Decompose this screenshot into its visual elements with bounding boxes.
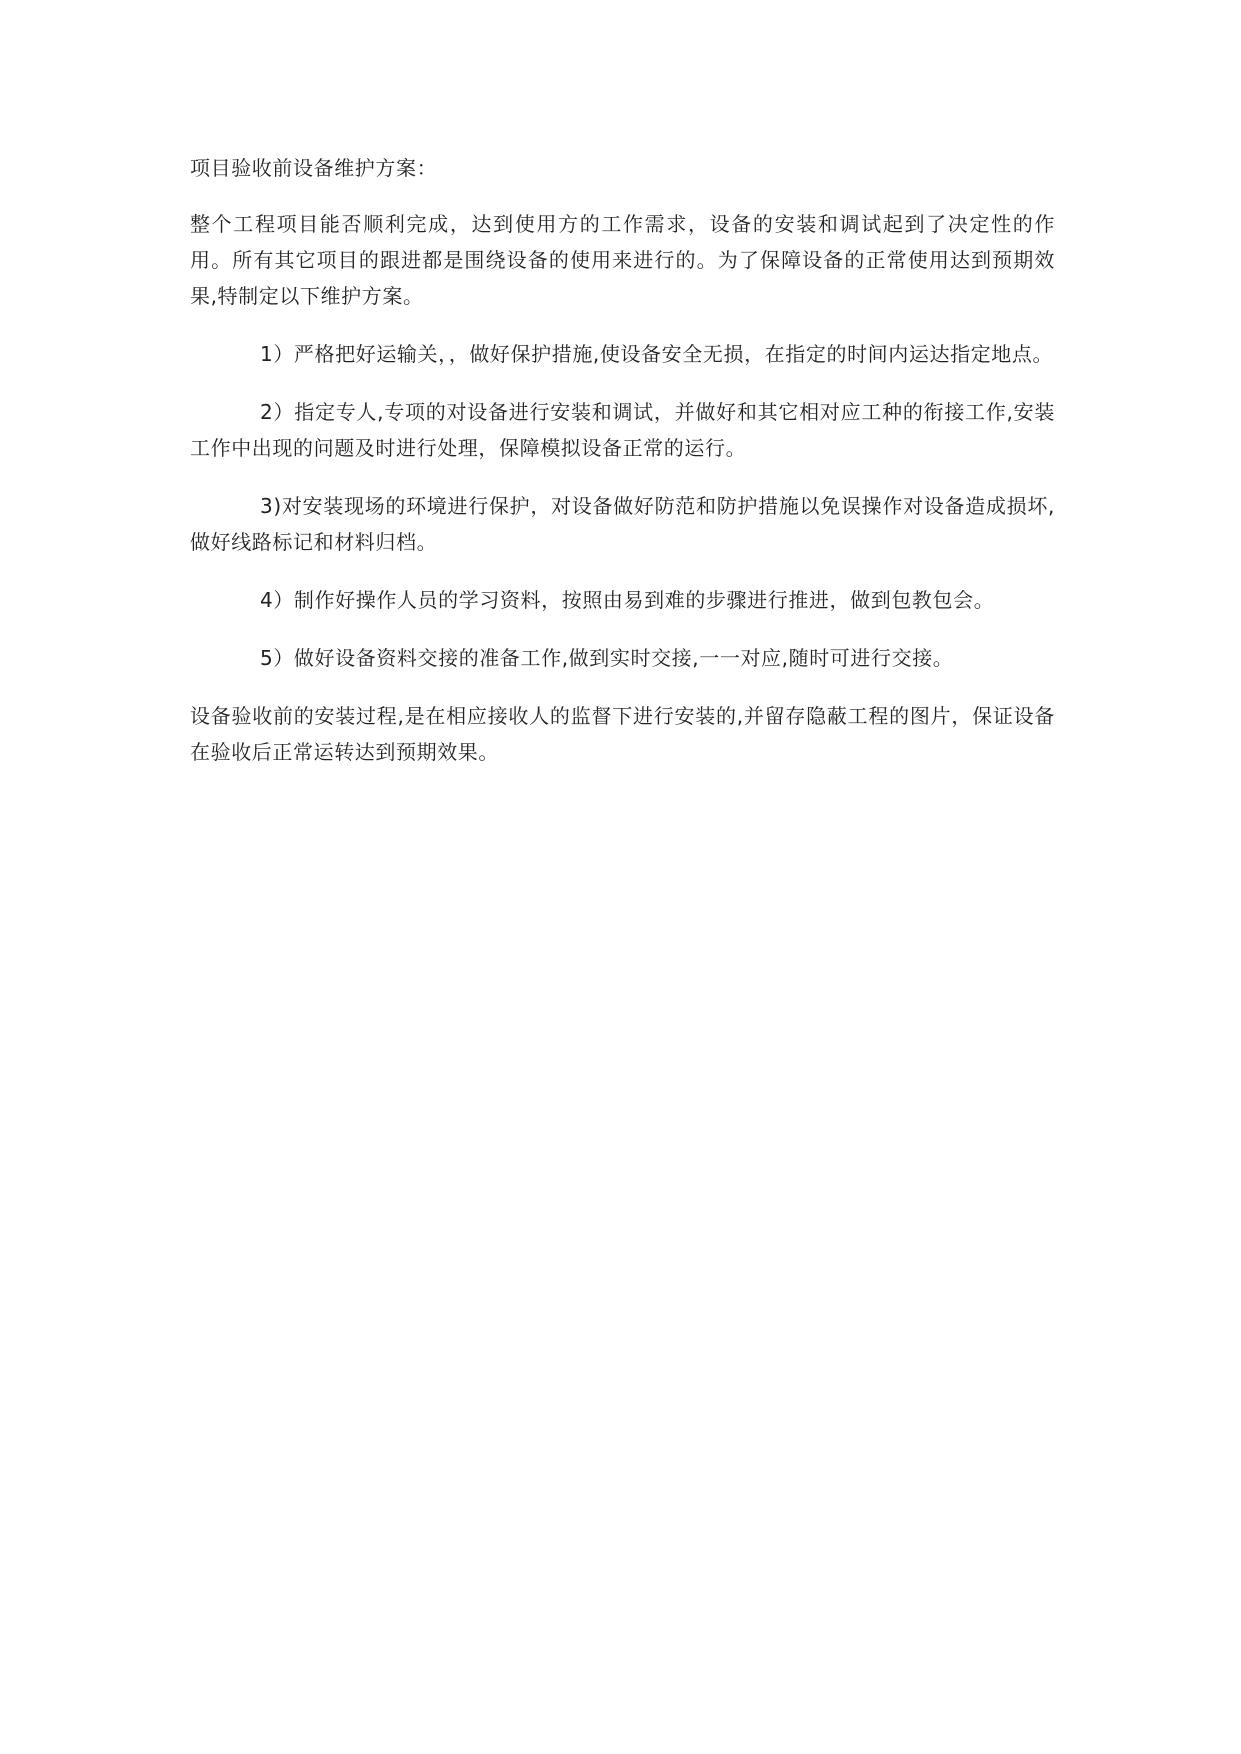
list-item-4: 4）制作好操作人员的学习资料，按照由易到难的步骤进行推进，做到包教包会。 xyxy=(260,588,995,612)
list-item-3: 3)对安装现场的环境进行保护，对设备做好防范和防护措施以免误操作对设备造成损坏,做好线路标记和材料归档。 xyxy=(190,494,1055,554)
list-item-5: 5）做好设备资料交接的准备工作,做到实时交接,一一对应,随时可进行交接。 xyxy=(260,646,954,670)
document-body xyxy=(190,150,1055,792)
list-item-1: 1）严格把好运输关，，做好保护措施,使设备安全无损，在指定的时间内运达指定地点。 xyxy=(260,342,1054,366)
intro-paragraph: 整个工程项目能否顺利完成，达到使用方的工作需求，设备的安装和调试起到了决定性的作用。所有其它项目的跟进都是围绕设备的使用来进行的。为了保障设备的正常使用达到预期效果,特制定以下维护方案。 xyxy=(190,212,1055,308)
conclusion-paragraph: 设备验收前的安装过程,是在相应接收人的监督下进行安装的,并留存隐蔽工程的图片，保证设备在验收后正常运转达到预期效果。 xyxy=(190,704,1055,764)
list-item-2: 2）指定专人,专项的对设备进行安装和调试，并做好和其它相对应工种的衔接工作,安装工作中出现的问题及时进行处理，保障模拟设备正常的运行。 xyxy=(190,400,1055,460)
document-title: 项目验收前设备维护方案： xyxy=(190,156,438,180)
